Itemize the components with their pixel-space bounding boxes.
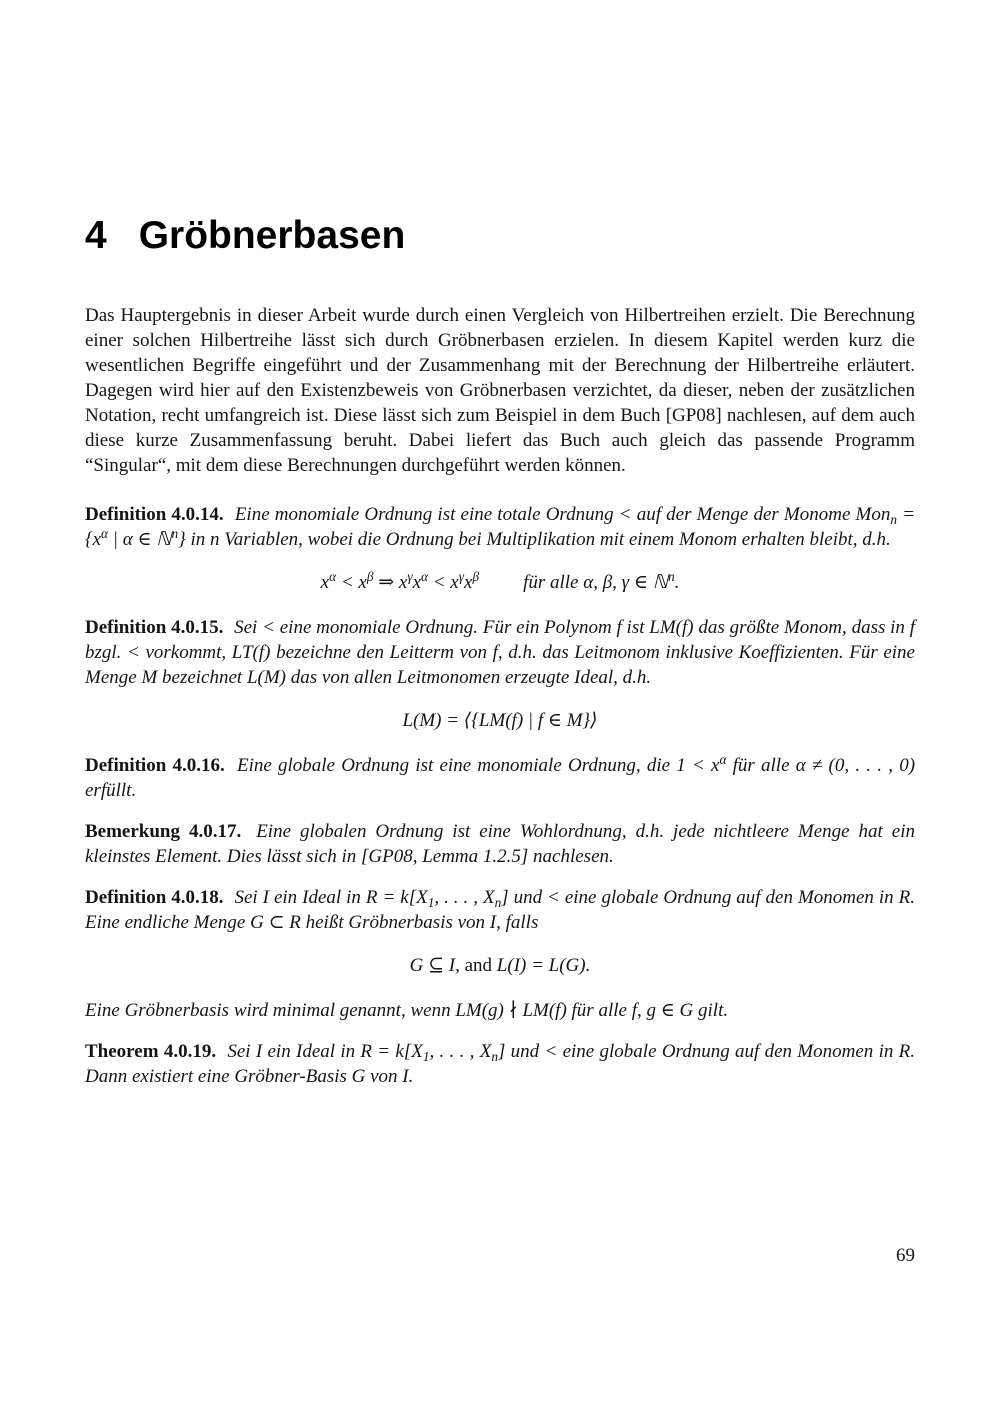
paragraph-segment: Eine monomiale Ordnung ist eine totale Ordnung < auf der Menge der Monome Mon — [234, 504, 891, 525]
definition-label: Definition 4.0.14. — [85, 504, 224, 525]
math-superscript: n — [667, 568, 675, 584]
math-term: x — [464, 572, 473, 593]
theorem-4-0-19 — [85, 1039, 915, 1089]
math-subscript: n — [494, 894, 502, 910]
definition-4-0-15 — [85, 615, 915, 690]
math-superscript: γ — [458, 568, 464, 584]
bemerkung-label: Bemerkung 4.0.17. — [85, 821, 242, 842]
chapter-number: 4 — [85, 214, 107, 257]
paragraph-segment: Sei I ein Ideal in R = k[X — [234, 887, 428, 908]
paragraph-segment: Sei I ein Ideal in R = k[X — [227, 1041, 423, 1062]
minimal-groebner-remark: Eine Gröbnerbasis wird minimal genannt, wenn LM(g) ∤ LM(f) für alle f, g ∈ G gilt. — [85, 1000, 729, 1021]
paragraph-segment: Eine globale Ordnung ist eine monomiale Ordnung, die 1 < x — [236, 755, 720, 776]
definition-4-0-18 — [85, 885, 915, 935]
intro-paragraph: Das Hauptergebnis in dieser Arbeit wurde durch einen Vergleich von Hilbertreihen erzielt. Die Berechnung einer solchen Hilbertreihe lässt sich durch Gröbnerbasen erzielen. In diesem Kapitel werden kurz die wesentlichen Begriffe eingeführt und der Zusammenhang mit der Berechnung der Hilbertreihe erläutert. Dagegen wird hier auf den Existenzbeweis von Gröbnerbasen verzichtet, da dieser, neben der zusätzlichen Notation, recht umfangreich ist. Diese lässt sich zum Beispiel in dem Buch [GP08] nachlesen, auf dem auch diese kurze Zusammenfassung beruht. Dabei liefert das Buch auch gleich das passende Programm “Singular“, mit dem diese Berechnungen durchgeführt werden können. — [85, 305, 915, 476]
math-term: ⇒ x — [373, 572, 408, 593]
math-superscript: α — [329, 568, 337, 584]
definition-label: Definition 4.0.16. — [85, 755, 225, 776]
math-subscript: n — [890, 511, 898, 527]
paragraph-segment: } in n Variablen, wobei die Ordnung bei Multiplikation mit einem Monom erhalten bleibt, d.h. — [178, 529, 891, 550]
math-superscript: β — [366, 568, 374, 584]
chapter-title: Gröbnerbasen — [138, 214, 406, 257]
bemerkung-4-0-17 — [85, 819, 915, 869]
paragraph-segment: Sei < eine monomiale Ordnung. Für ein Polynom f ist LM(f) das größte Monom, dass in f bzgl. < vorkommt, LT(f) bezeichne den Leitterm von f, d.h. das Leitmonom inklusive Koeffizienten. Für eine Menge M bezeichnet L(M) das von allen Leitmonomen erzeugte Ideal, d.h. — [85, 617, 916, 688]
paragraph-segment: = {x — [85, 504, 916, 550]
math-term: < x — [336, 572, 367, 593]
paragraph-segment: Eine globalen Ordnung ist eine Wohlordnung, d.h. jede nichtleere Menge hat ein kleinstes Element. Dies lässt sich in [GP08, Lemma 1.2.5] nachlesen. — [85, 821, 916, 867]
paragraph-segment: für alle α ≠ (0, . . . , 0) erfüllt. — [85, 755, 916, 801]
math-superscript: α — [101, 525, 109, 541]
math-term: für alle α, β, γ ∈ ℕ — [523, 572, 668, 593]
equation-leading-ideal — [85, 708, 915, 733]
paragraph-segment: ] und < eine globale Ordnung auf den Monomen in R. Dann existiert eine Gröbner-Basis G von I. — [85, 1041, 916, 1087]
math-text: and — [464, 955, 493, 976]
chapter-heading — [85, 213, 915, 259]
math-superscript: α — [421, 568, 428, 584]
paragraph-segment: , . . . , X — [429, 1041, 492, 1062]
math-superscript: α — [719, 751, 727, 767]
math-subscript: 1 — [422, 1048, 430, 1064]
math-term: . — [674, 572, 680, 593]
math-superscript: γ — [407, 568, 413, 584]
math-term: x — [412, 572, 421, 593]
paragraph-segment: , . . . , X — [434, 887, 495, 908]
math-term: L(I) = L(G). — [496, 955, 591, 976]
definition-4-0-14 — [85, 502, 915, 552]
theorem-label: Theorem 4.0.19. — [85, 1041, 217, 1062]
math-term: < x — [427, 572, 459, 593]
math-subscript: n — [491, 1048, 498, 1064]
math-superscript: β — [472, 568, 480, 584]
math-term: x — [320, 572, 330, 593]
definition-4-0-16 — [85, 753, 915, 803]
equation-monomial-order — [85, 570, 915, 595]
math-term: L(M) = ⟨{LM(f) | f ∈ M}⟩ — [402, 710, 598, 731]
definition-label: Definition 4.0.18. — [85, 887, 224, 908]
math-subscript: 1 — [427, 894, 435, 910]
page-number: 69 — [896, 1245, 915, 1266]
math-superscript: n — [171, 525, 179, 541]
definition-label: Definition 4.0.15. — [85, 617, 224, 638]
paragraph-segment: ] und < eine globale Ordnung auf den Monomen in R. Eine endliche Menge G ⊂ R heißt Gröbnerbasis von I, falls — [85, 887, 916, 933]
equation-groebner-condition — [85, 953, 915, 978]
math-term: G ⊆ I, — [409, 955, 460, 976]
paragraph-segment: | α ∈ ℕ — [108, 529, 172, 550]
